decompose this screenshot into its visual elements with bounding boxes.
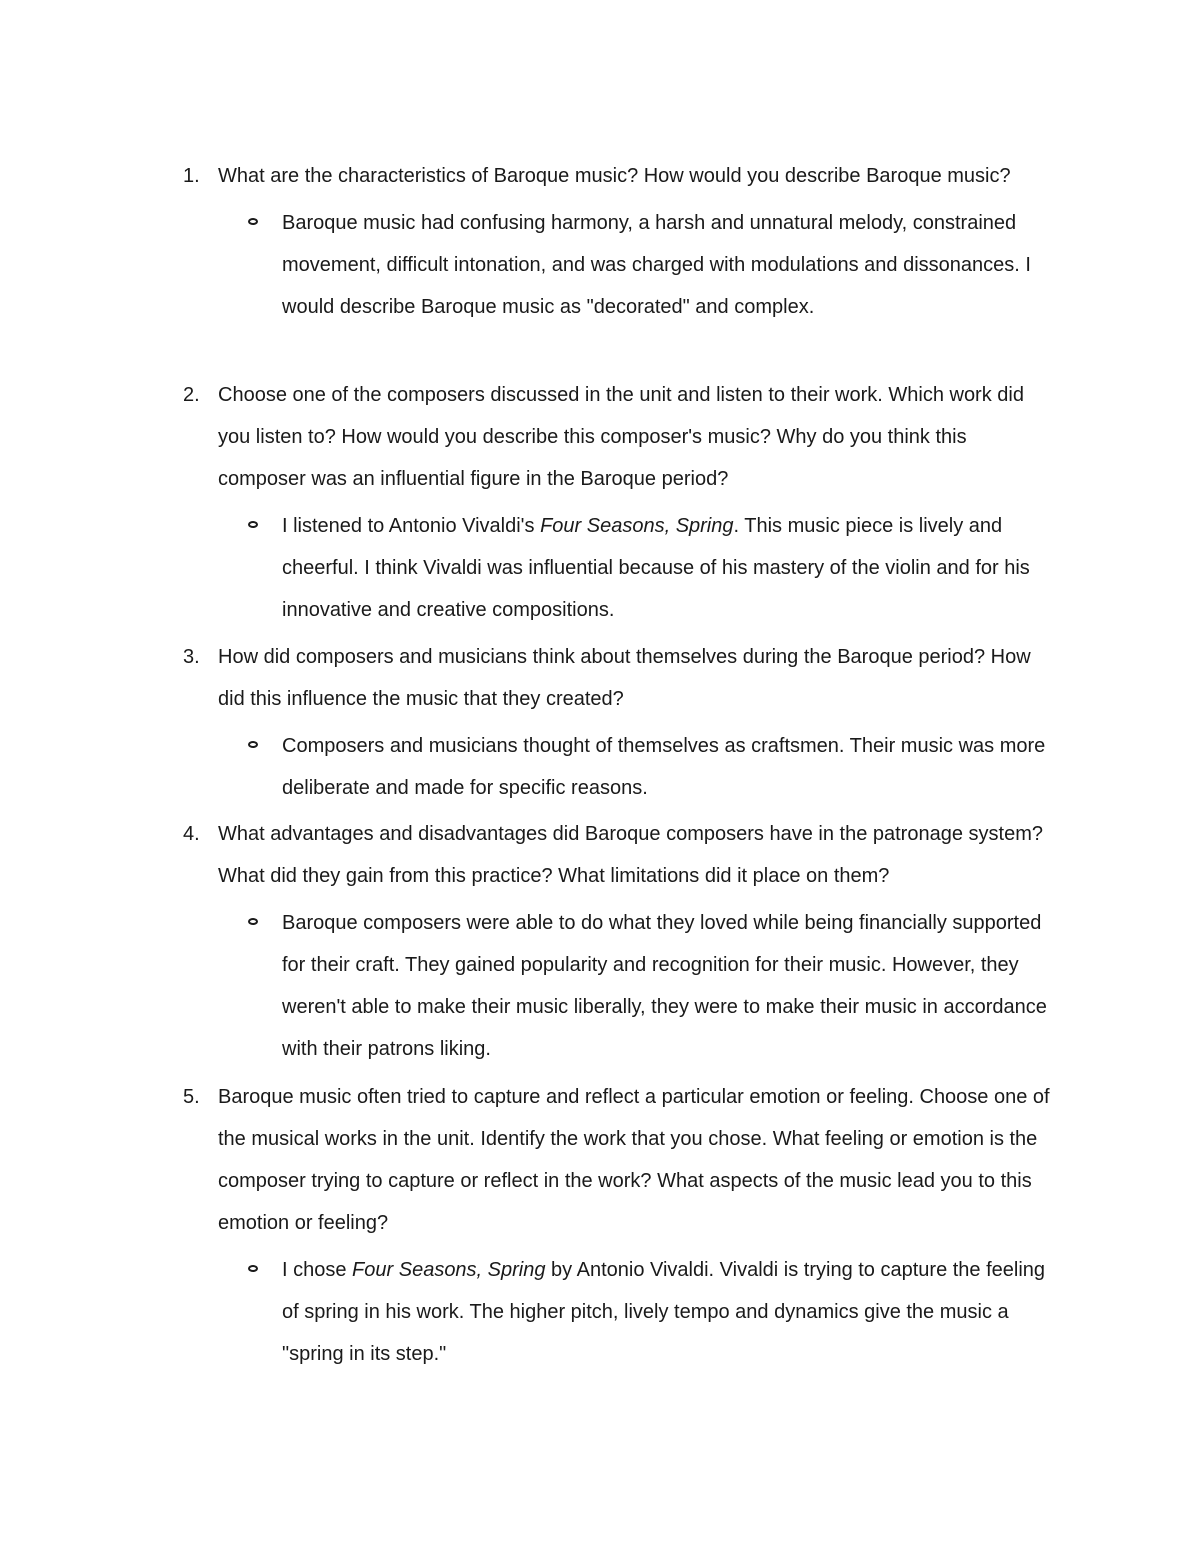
list-item-2 <box>0 374 1200 631</box>
question-number: 3. <box>183 646 200 668</box>
answer-text-end: by Antonio Vivaldi. Vivaldi is trying to capture the feeling of spring in his work. The higher pitch, lively tempo and dynamics give the music a "spring in its step." <box>282 1259 1046 1365</box>
answer-2 <box>0 505 1062 631</box>
question-number: 4. <box>183 823 200 845</box>
list-item-4 <box>0 813 1200 1070</box>
list-item-3 <box>0 636 1200 809</box>
answer-text: Baroque music had confusing harmony, a harsh and unnatural melody, constrained movement, difficult intonation, and was charged with modulations and dissonances. I would describe Baroque music as "decorated" and complex. <box>282 212 1031 318</box>
answer-text-start: I listened to Antonio Vivaldi's <box>282 515 541 537</box>
answer-text-start: I chose <box>282 1259 353 1281</box>
answer-4 <box>0 902 1062 1070</box>
question-4 <box>0 813 1058 897</box>
question-text: What are the characteristics of Baroque music? How would you describe Baroque music? <box>218 165 1011 187</box>
question-number: 5. <box>183 1086 200 1108</box>
hollow-circle-bullet-icon <box>248 521 258 528</box>
hollow-circle-bullet-icon <box>248 218 258 225</box>
question-3 <box>0 636 1058 720</box>
question-5 <box>0 1076 1058 1244</box>
hollow-circle-bullet-icon <box>248 918 258 925</box>
answer-text: Baroque composers were able to do what they loved while being financially supported for their craft. They gained popularity and recognition for their music. However, they weren't able to make their music liberally, they were to make their music in accordance with their patrons liking. <box>282 912 1047 1060</box>
question-number: 2. <box>183 384 200 406</box>
answer-3 <box>0 725 1062 809</box>
question-text: What advantages and disadvantages did Baroque composers have in the patronage system? What did they gain from this practice? What limitations did it place on them? <box>218 823 1043 887</box>
work-title: Four Seasons, Spring <box>540 515 734 537</box>
question-text: How did composers and musicians think about themselves during the Baroque period? How did this influence the music that they created? <box>218 646 1031 710</box>
list-item-1 <box>0 155 1200 328</box>
hollow-circle-bullet-icon <box>248 1265 258 1272</box>
answer-1 <box>0 202 1062 328</box>
list-item-5 <box>0 1076 1200 1375</box>
question-text: Choose one of the composers discussed in the unit and listen to their work. Which work did you listen to? How would you describe this composer's music? Why do you think this composer was an influential figure in the Baroque period? <box>218 384 1024 490</box>
question-text: Baroque music often tried to capture and reflect a particular emotion or feeling. Choose one of the musical works in the unit. Identify the work that you chose. What feeling or emotion is the composer trying to capture or reflect in the work? What aspects of the music lead you to this emotion or feeling? <box>218 1086 1050 1234</box>
question-number: 1. <box>183 165 200 187</box>
question-2 <box>0 374 1058 500</box>
answer-text-end: . This music piece is lively and cheerful. I think Vivaldi was influential because of his mastery of the violin and for his innovative and creative compositions. <box>282 515 1030 621</box>
question-1 <box>0 155 1058 197</box>
answer-text: Composers and musicians thought of themselves as craftsmen. Their music was more deliberate and made for specific reasons. <box>282 735 1046 799</box>
hollow-circle-bullet-icon <box>248 741 258 748</box>
answer-5 <box>0 1249 1062 1375</box>
work-title: Four Seasons, Spring <box>352 1259 546 1281</box>
